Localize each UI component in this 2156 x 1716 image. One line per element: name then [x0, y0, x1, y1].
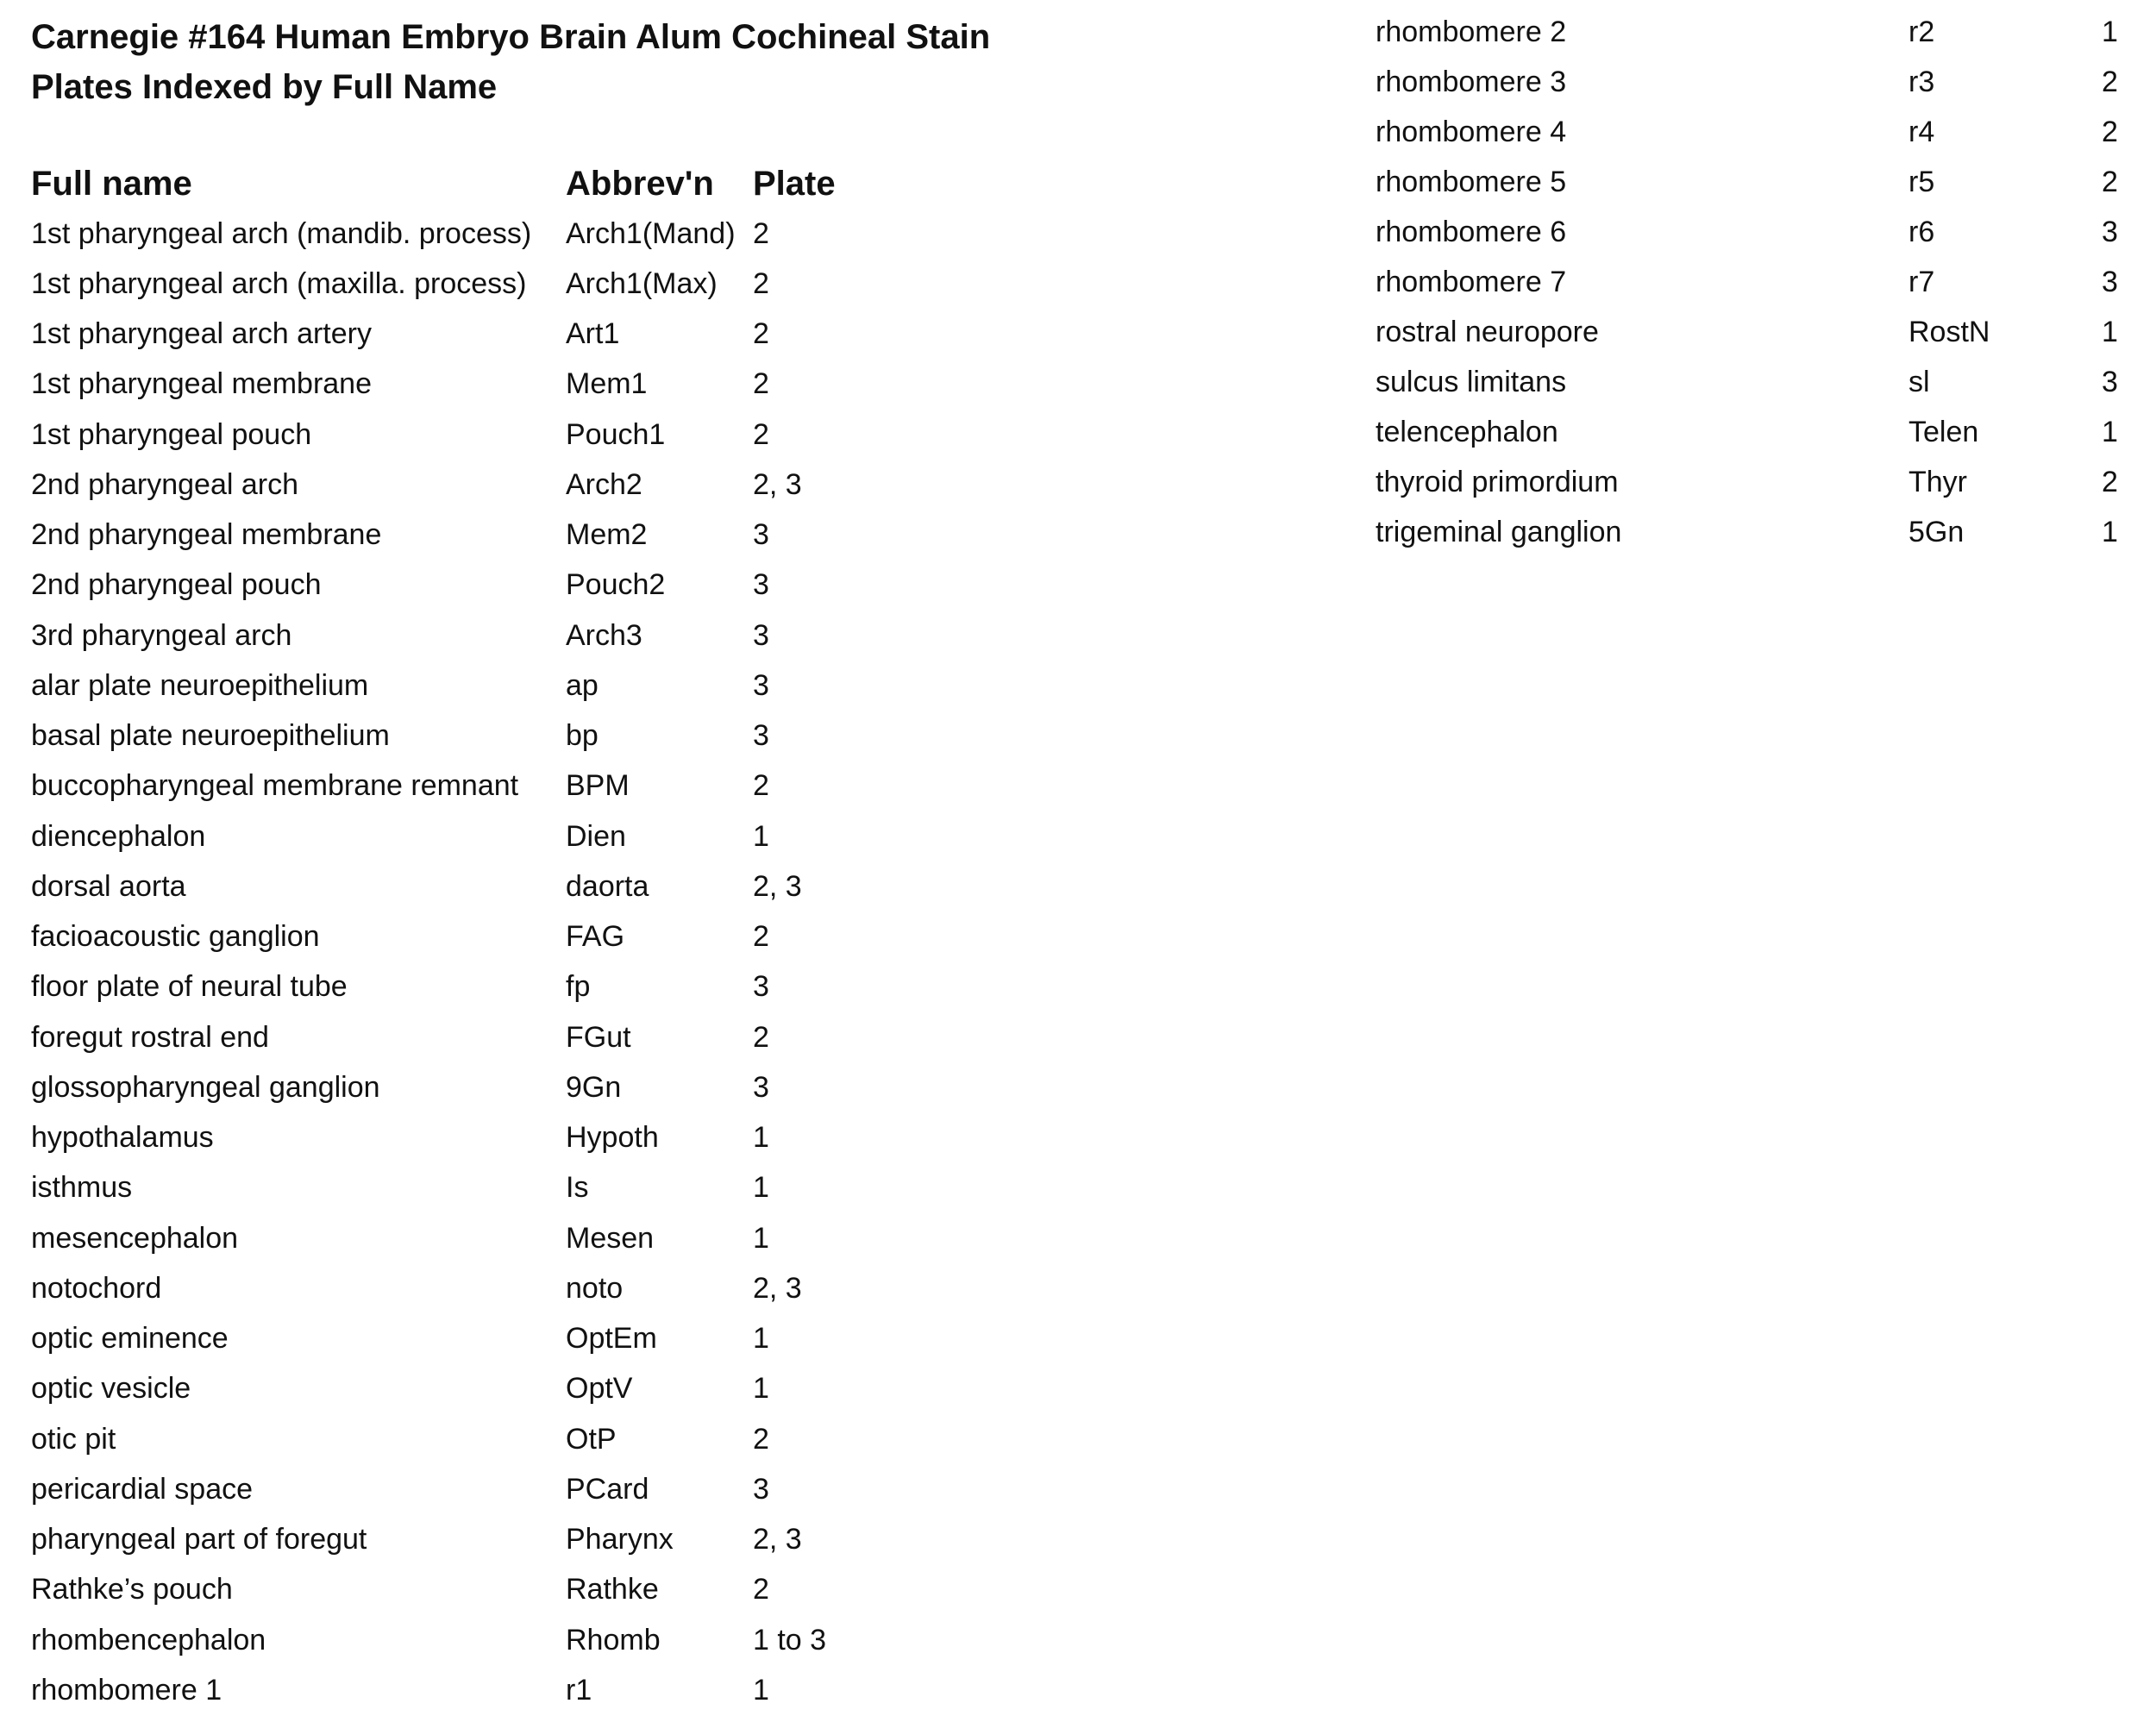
header-abbreviation: Abbrev'n [566, 164, 714, 203]
term-name-cell: glossopharyngeal ganglion [31, 1070, 380, 1104]
plate-cell: 2 [753, 317, 769, 351]
table-row [31, 1113, 908, 1163]
plate-cell: 1 [753, 1221, 769, 1255]
abbreviation-cell: Arch3 [566, 618, 642, 652]
abbreviation-cell: OptEm [566, 1322, 657, 1356]
term-name-cell: hypothalamus [31, 1121, 214, 1155]
term-name-cell: 2nd pharyngeal membrane [31, 518, 382, 552]
abbreviation-cell: Arch2 [566, 467, 642, 501]
abbreviation-cell: Mesen [566, 1221, 655, 1255]
table-row [31, 410, 908, 460]
abbreviation-cell: FAG [566, 920, 625, 954]
term-name-cell: 1st pharyngeal arch (maxilla. process) [31, 266, 527, 300]
term-name-cell: otic pit [31, 1422, 116, 1456]
abbreviation-cell: ap [566, 668, 599, 702]
plate-cell: 1 [753, 819, 769, 853]
abbreviation-cell: Rathke [566, 1573, 659, 1606]
abbreviation-cell: r3 [1908, 65, 1935, 98]
table-header-row [31, 159, 908, 209]
table-row [31, 711, 908, 761]
term-name-cell: 2nd pharyngeal pouch [31, 568, 322, 602]
plate-cell: 2, 3 [753, 467, 802, 501]
table-row [31, 912, 908, 962]
plate-cell: 1 [2102, 316, 2118, 349]
term-name-cell: rhombomere 3 [1376, 65, 1567, 98]
plate-cell: 2 [753, 769, 769, 803]
table-row [1376, 7, 2118, 57]
term-name-cell: telencephalon [1376, 416, 1558, 449]
term-name-cell: rhombomere 6 [1376, 215, 1567, 248]
table-row [1376, 458, 2118, 508]
abbreviation-cell: r1 [566, 1673, 592, 1707]
plate-cell: 1 to 3 [753, 1623, 827, 1657]
term-name-cell: isthmus [31, 1171, 133, 1205]
term-name-cell: rhombomere 7 [1376, 266, 1567, 299]
abbreviation-cell: Telen [1908, 416, 1979, 449]
table-row [31, 1565, 908, 1615]
abbreviation-cell: Mem1 [566, 367, 648, 401]
table-row [31, 1213, 908, 1263]
plate-cell: 1 [753, 1372, 769, 1406]
abbreviation-cell: r6 [1908, 215, 1935, 248]
term-name-cell: optic vesicle [31, 1372, 191, 1406]
term-name-cell: rostral neuropore [1376, 316, 1599, 349]
term-name-cell: dorsal aorta [31, 869, 186, 903]
term-name-cell: basal plate neuroepithelium [31, 719, 390, 753]
plate-cell: 3 [753, 668, 769, 702]
term-name-cell: foregut rostral end [31, 1020, 269, 1054]
plate-cell: 2 [2102, 466, 2118, 499]
term-name-cell: trigeminal ganglion [1376, 516, 1622, 549]
header-plate: Plate [753, 164, 836, 203]
table-row [1376, 408, 2118, 458]
abbreviation-cell: Arch1(Mand) [566, 216, 736, 250]
abbreviation-cell: noto [566, 1271, 624, 1305]
term-name-cell: 1st pharyngeal pouch [31, 417, 312, 451]
title-line-2: Plates Indexed by Full Name [31, 68, 498, 106]
term-name-cell: 1st pharyngeal membrane [31, 367, 373, 401]
plate-cell: 2 [2102, 65, 2118, 98]
term-name-cell: mesencephalon [31, 1221, 239, 1255]
document-title [31, 12, 1325, 112]
term-name-cell: 1st pharyngeal arch (mandib. process) [31, 216, 532, 250]
term-name-cell: 2nd pharyngeal arch [31, 467, 299, 501]
plate-cell: 2 [753, 216, 769, 250]
table-row [31, 661, 908, 711]
table-row [31, 209, 908, 259]
abbreviation-cell: Pouch2 [566, 568, 666, 602]
header-full-name: Full name [31, 164, 192, 203]
term-name-cell: thyroid primordium [1376, 466, 1619, 499]
abbreviation-cell: sl [1908, 366, 1930, 399]
index-table-right-body [1376, 7, 2118, 558]
table-row [31, 611, 908, 661]
table-row [31, 1364, 908, 1414]
plate-cell: 3 [2102, 366, 2118, 399]
abbreviation-cell: 9Gn [566, 1070, 622, 1104]
abbreviation-cell: Rhomb [566, 1623, 661, 1657]
abbreviation-cell: OtP [566, 1422, 617, 1456]
table-row [31, 1665, 908, 1715]
plate-cell: 2, 3 [753, 869, 802, 903]
table-row [1376, 207, 2118, 257]
term-name-cell: buccopharyngeal membrane remnant [31, 769, 519, 803]
table-row [1376, 308, 2118, 358]
term-name-cell: pharyngeal part of foregut [31, 1523, 367, 1556]
abbreviation-cell: r4 [1908, 115, 1935, 148]
plate-cell: 2 [753, 1573, 769, 1606]
table-row [31, 811, 908, 861]
table-row [31, 460, 908, 510]
abbreviation-cell: OptV [566, 1372, 633, 1406]
table-row [1376, 508, 2118, 558]
abbreviation-cell: Is [566, 1171, 589, 1205]
table-row [31, 1615, 908, 1665]
plate-cell: 1 [753, 1673, 769, 1707]
abbreviation-cell: r5 [1908, 165, 1935, 198]
term-name-cell: 3rd pharyngeal arch [31, 618, 292, 652]
abbreviation-cell: Dien [566, 819, 626, 853]
plate-cell: 2, 3 [753, 1523, 802, 1556]
plate-cell: 2 [2102, 115, 2118, 148]
term-name-cell: rhombomere 4 [1376, 115, 1567, 148]
abbreviation-cell: BPM [566, 769, 630, 803]
table-row [31, 1012, 908, 1062]
plate-cell: 3 [753, 719, 769, 753]
table-row [1376, 57, 2118, 107]
term-name-cell: facioacoustic ganglion [31, 920, 320, 954]
table-row [31, 1464, 908, 1514]
plate-cell: 3 [753, 568, 769, 602]
plate-cell: 2, 3 [753, 1271, 802, 1305]
plate-cell: 2 [753, 1020, 769, 1054]
plate-cell: 3 [753, 618, 769, 652]
abbreviation-cell: RostN [1908, 316, 1990, 349]
abbreviation-cell: daorta [566, 869, 649, 903]
abbreviation-cell: Art1 [566, 317, 620, 351]
plate-cell: 2 [753, 1422, 769, 1456]
term-name-cell: notochord [31, 1271, 162, 1305]
table-row [31, 310, 908, 360]
table-row [31, 1062, 908, 1112]
plate-cell: 2 [2102, 165, 2118, 198]
abbreviation-cell: Thyr [1908, 466, 1967, 499]
abbreviation-cell: FGut [566, 1020, 631, 1054]
abbreviation-cell: r2 [1908, 15, 1935, 48]
table-row [1376, 358, 2118, 408]
plate-cell: 1 [2102, 15, 2118, 48]
term-name-cell: alar plate neuroepithelium [31, 668, 369, 702]
table-row [31, 1263, 908, 1313]
plate-cell: 3 [753, 1070, 769, 1104]
abbreviation-cell: bp [566, 719, 599, 753]
table-row [31, 761, 908, 811]
abbreviation-cell: fp [566, 970, 591, 1004]
index-table-left [31, 159, 908, 1716]
table-row [31, 510, 908, 561]
plate-cell: 1 [753, 1121, 769, 1155]
plate-cell: 1 [2102, 516, 2118, 549]
abbreviation-cell: Pouch1 [566, 417, 666, 451]
plate-cell: 3 [753, 1472, 769, 1506]
table-row [31, 1163, 908, 1213]
table-row [31, 1515, 908, 1565]
table-row [31, 259, 908, 309]
index-table-left-body [31, 209, 908, 1716]
term-name-cell: rhombomere 1 [31, 1673, 222, 1707]
plate-cell: 1 [753, 1322, 769, 1356]
table-row [1376, 257, 2118, 307]
abbreviation-cell: 5Gn [1908, 516, 1965, 549]
abbreviation-cell: Hypoth [566, 1121, 659, 1155]
plate-cell: 2 [753, 920, 769, 954]
title-line-1: Carnegie #164 Human Embryo Brain Alum Cochineal Stain [31, 18, 991, 56]
abbreviation-cell: Arch1(Max) [566, 266, 718, 300]
table-row [31, 561, 908, 611]
term-name-cell: rhombomere 5 [1376, 165, 1567, 198]
term-name-cell: sulcus limitans [1376, 366, 1567, 399]
term-name-cell: diencephalon [31, 819, 206, 853]
abbreviation-cell: Pharynx [566, 1523, 674, 1556]
table-row [31, 861, 908, 911]
term-name-cell: optic eminence [31, 1322, 229, 1356]
table-row [31, 1414, 908, 1464]
index-table-right [1376, 7, 2118, 558]
table-row [31, 360, 908, 410]
plate-cell: 2 [753, 417, 769, 451]
plate-cell: 2 [753, 266, 769, 300]
term-name-cell: Rathke’s pouch [31, 1573, 233, 1606]
term-name-cell: pericardial space [31, 1472, 254, 1506]
abbreviation-cell: r7 [1908, 266, 1935, 299]
table-row [31, 962, 908, 1012]
abbreviation-cell: Mem2 [566, 518, 648, 552]
table-row [1376, 157, 2118, 207]
plate-cell: 1 [753, 1171, 769, 1205]
term-name-cell: 1st pharyngeal arch artery [31, 317, 372, 351]
plate-cell: 1 [2102, 416, 2118, 449]
term-name-cell: rhombomere 2 [1376, 15, 1567, 48]
table-row [31, 1314, 908, 1364]
plate-cell: 3 [2102, 215, 2118, 248]
term-name-cell: rhombencephalon [31, 1623, 266, 1657]
plate-cell: 3 [753, 518, 769, 552]
plate-cell: 3 [2102, 266, 2118, 299]
table-row [1376, 107, 2118, 157]
plate-cell: 2 [753, 367, 769, 401]
plate-cell: 3 [753, 970, 769, 1004]
abbreviation-cell: PCard [566, 1472, 649, 1506]
term-name-cell: floor plate of neural tube [31, 970, 348, 1004]
